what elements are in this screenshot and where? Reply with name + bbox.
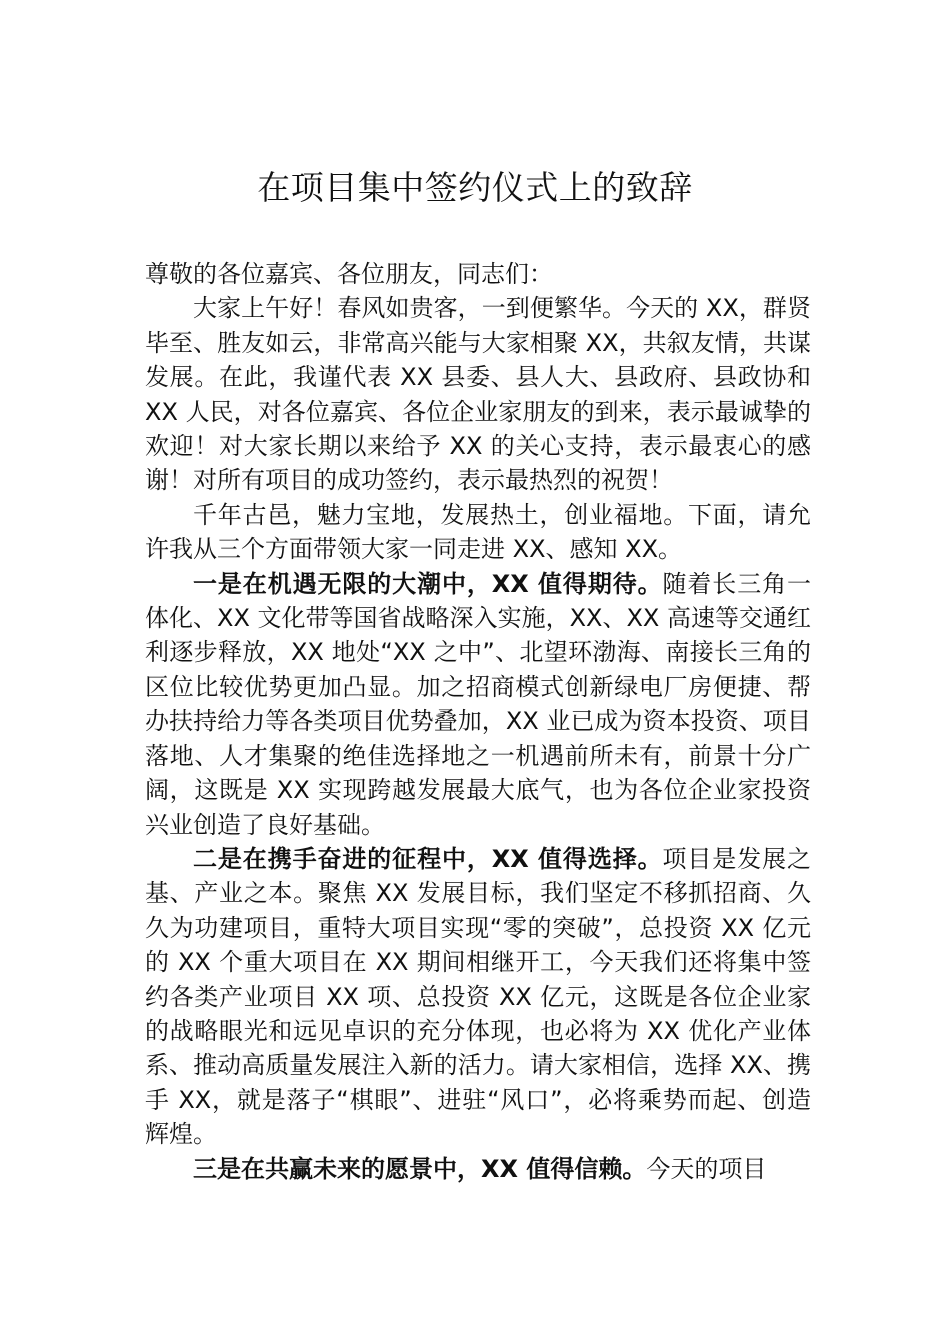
document-title: 在项目集中签约仪式上的致辞 — [257, 168, 693, 207]
paragraph-lead: 一是在机遇无限的大潮中，XX 值得期待。 — [193, 569, 663, 598]
paragraph-text: 千年古邑，魅力宝地，发展热土，创业福地。下面，请允许我从三个方面带领大家一同走进 XX、感知 XX。 — [145, 500, 811, 564]
paragraph-point-two — [145, 842, 811, 1152]
paragraph-welcome — [145, 291, 811, 497]
salutation: 尊敬的各位嘉宾、各位朋友，同志们： — [145, 260, 553, 288]
paragraph-lead: 二是在携手奋进的征程中，XX 值得选择。 — [193, 844, 663, 873]
paragraph-lead: 三是在共赢未来的愿景中，XX 值得信赖。 — [193, 1154, 647, 1183]
paragraph-text: 今天的项目 — [646, 1154, 767, 1183]
paragraph-point-three — [145, 1152, 811, 1186]
paragraph-intro — [145, 498, 811, 567]
paragraph-point-one — [145, 567, 811, 842]
document-body — [145, 257, 811, 1186]
paragraph-text: 项目是发展之基、产业之本。聚焦 XX 发展目标，我们坚定不移抓招商、久久为功建项目，重特大项目实现“零的突破”，总投资 XX 亿元的 XX 个重大项目在 XX 期间相继开工，今天我们还将集中签约各类产业项目 XX 项、总投资 XX 亿元，这既是各位企业家的战略眼光和远见卓识的充分体现，也必将为 XX 优化产业体系、推动高质量发展注入新的活力。请大家相信，选择 XX、携手 XX，就是落子“棋眼”、进驻“风口”，必将乘势而起、创造辉煌。 — [145, 844, 811, 1149]
paragraph-text: 随着长三角一体化、XX 文化带等国省战略深入实施，XX、XX 高速等交通红利逐步释放，XX 地处“XX 之中”、北望环渤海、南接长三角的区位比较优势更加凸显。加之招商模式创新绿电厂房便捷、帮办扶持给力等各类项目优势叠加，XX 业已成为资本投资、项目落地、人才集聚的绝佳选择地之一机遇前所未有，前景十分广阔，这既是 XX 实现跨越发展最大底气，也为各位企业家投资兴业创造了良好基础。 — [145, 569, 811, 839]
paragraph-text: 大家上午好！春风如贵客，一到便繁华。今天的 XX，群贤毕至、胜友如云，非常高兴能与大家相聚 XX，共叙友情，共谋发展。在此，我谨代表 XX 县委、县人大、县政府、县政协和 XX 人民，对各位嘉宾、各位企业家朋友的到来，表示最诚挚的欢迎！对大家长期以来给予 XX 的关心支持，表示最衷心的感谢！对所有项目的成功签约，表示最热烈的祝贺！ — [145, 294, 811, 495]
